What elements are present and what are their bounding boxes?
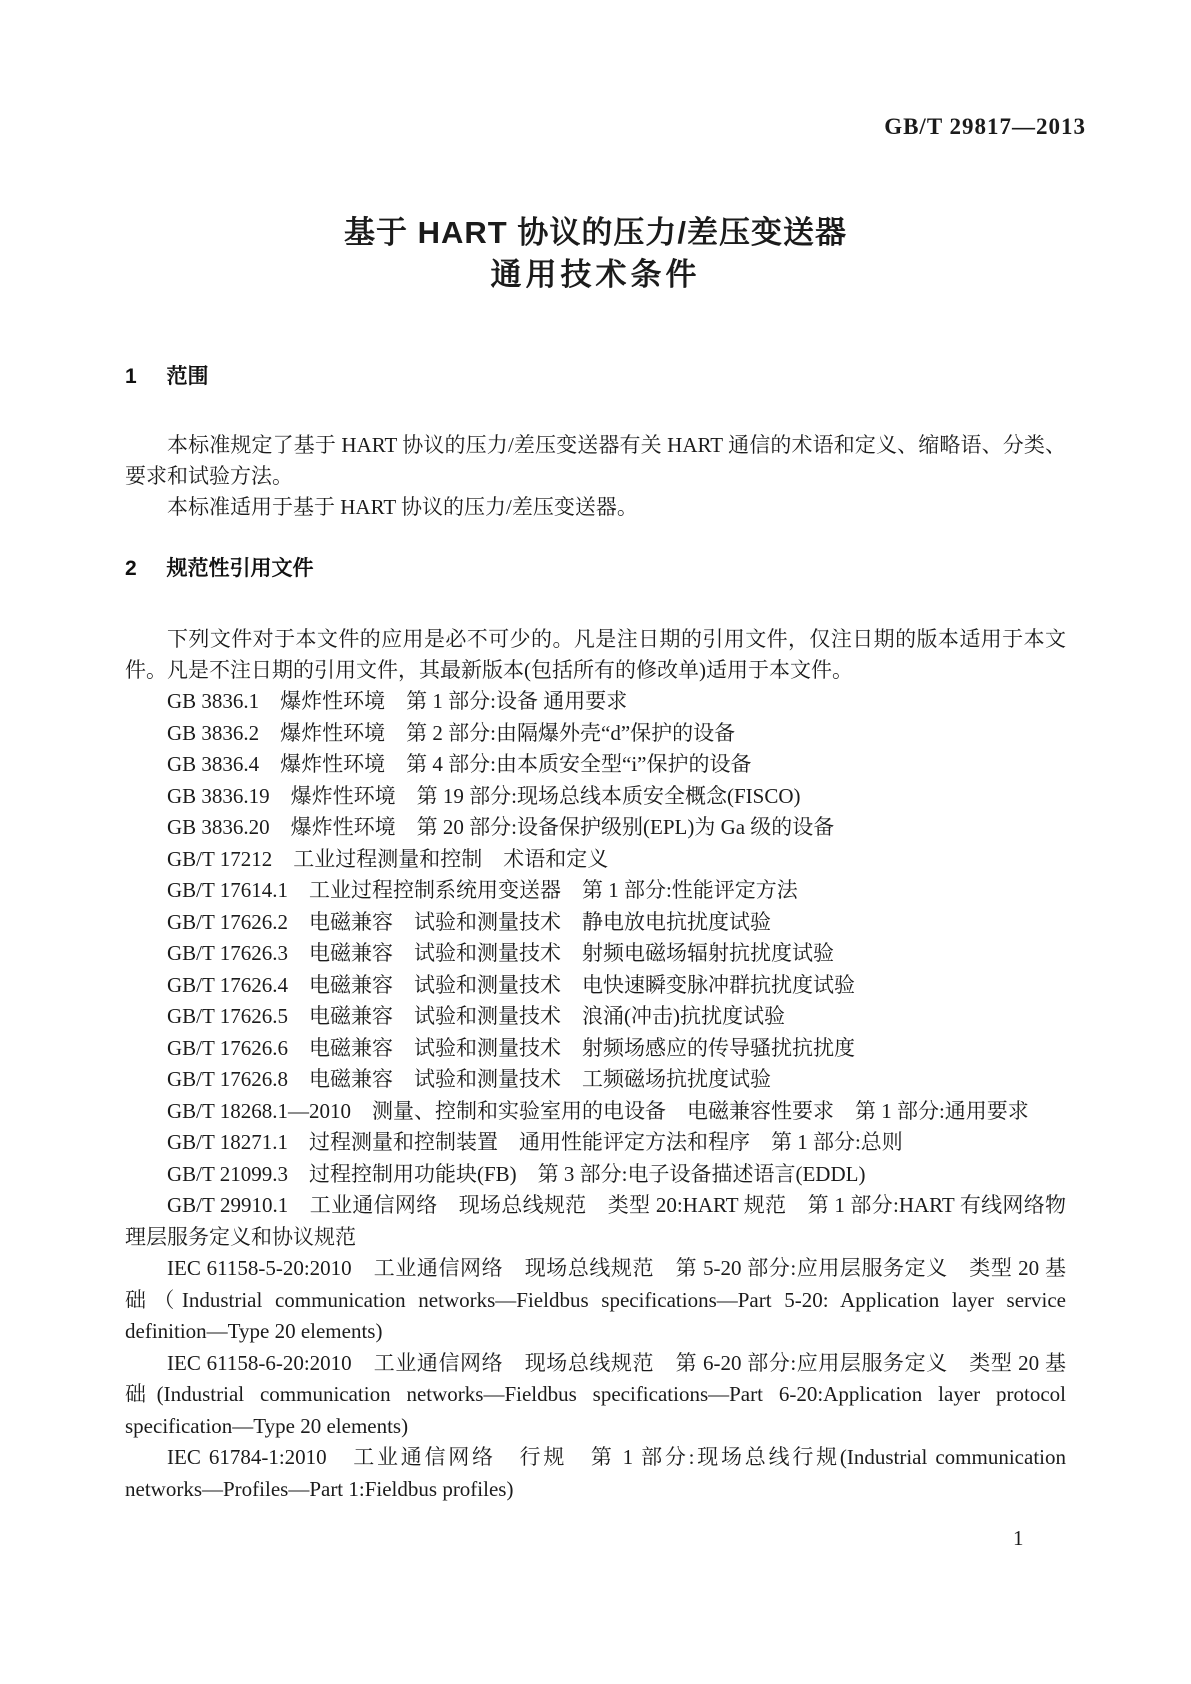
reference-item: GB/T 17626.6 电磁兼容 试验和测量技术 射频场感应的传导骚扰抗扰度 [167,1035,855,1060]
reference-item: GB/T 17626.8 电磁兼容 试验和测量技术 工频磁场抗扰度试验 [167,1067,771,1091]
reference-item: GB 3836.20 爆炸性环境 第 20 部分:设备保护级别(EPL)为 Ga 级的设备 [167,815,835,839]
reference-item: GB 3836.2 爆炸性环境 第 2 部分:由隔爆外壳“d”保护的设备 [167,720,736,745]
section-references-heading [125,556,1066,582]
references-intro-paragraph: 下列文件对于本文件的应用是必不可少的。凡是注日期的引用文件，仅注日期的版本适用于本文件。凡是不注日期的引用文件，其最新版本(包括所有的修改单)适用于本文件。 [125,627,1066,682]
reference-item: GB/T 17212 工业过程测量和控制 术语和定义 [167,846,609,871]
reference-item: GB/T 18268.1—2010 测量、控制和实验室用的电设备 电磁兼容性要求 第 1 部分:通用要求 [167,1098,1029,1123]
reference-item: GB 3836.1 爆炸性环境 第 1 部分:设备 通用要求 [167,689,628,713]
reference-item: GB/T 29910.1 工业通信网络 现场总线规范 类型 20:HART 规范 第 1 部分:HART 有线网络物理层服务定义和协议规范 [125,1193,1066,1249]
section-scope [125,364,1066,523]
reference-item: IEC 61784-1:2010 工业通信网络 行规 第 1 部分:现场总线行规(Industrial communication networks—Profiles—Part 1:Fieldbus profiles) [125,1445,1066,1501]
section-scope-title: 范围 [166,365,209,388]
reference-item: GB/T 17626.2 电磁兼容 试验和测量技术 静电放电抗扰度试验 [167,909,771,934]
document-title-line1: 基于 HART 协议的压力/差压变送器 [344,215,847,250]
reference-item: GB/T 17626.4 电磁兼容 试验和测量技术 电快速瞬变脉冲群抗扰度试验 [167,972,855,997]
scope-paragraph-1: 本标准规定了基于 HART 协议的压力/差压变送器有关 HART 通信的术语和定义、缩略语、分类、要求和试验方法。 [125,433,1066,488]
reference-item: GB 3836.4 爆炸性环境 第 4 部分:由本质安全型“i”保护的设备 [167,752,752,776]
reference-item: IEC 61158-6-20:2010 工业通信网络 现场总线规范 第 6-20 部分:应用层服务定义 类型 20 基础(Industrial communication networks—Fieldbus specifications—Part 6-20:Application layer protocol specification—Type 20 elements) [125,1350,1066,1438]
document-title-line2: 通用技术条件 [490,257,701,292]
reference-item: GB/T 17614.1 工业过程控制系统用变送器 第 1 部分:性能评定方法 [167,878,798,902]
section-scope-heading [125,364,1066,390]
reference-item: GB/T 21099.3 过程控制用功能块(FB) 第 3 部分:电子设备描述语言(EDDL) [167,1161,866,1186]
reference-item: GB/T 18271.1 过程测量和控制装置 通用性能评定方法和程序 第 1 部分:总则 [167,1130,903,1154]
document-title [0,212,1191,296]
section-scope-number: 1 [125,365,137,388]
standard-number: GB/T 29817—2013 [884,114,1086,139]
reference-item: GB/T 17626.5 电磁兼容 试验和测量技术 浪涌(冲击)抗扰度试验 [167,1004,785,1028]
reference-item: IEC 61158-5-20:2010 工业通信网络 现场总线规范 第 5-20 部分:应用层服务定义 类型 20 基础（Industrial communication networks—Fieldbus specifications—Part 5-20: Application layer service definition—Type 20 elements) [125,1256,1066,1343]
section-references-title: 规范性引用文件 [166,557,314,580]
page-number: 1 [1013,1526,1024,1550]
section-references-number: 2 [125,557,137,580]
scope-paragraph-2: 本标准适用于基于 HART 协议的压力/差压变送器。 [167,495,638,519]
reference-item: GB/T 17626.3 电磁兼容 试验和测量技术 射频电磁场辐射抗扰度试验 [167,941,834,965]
section-normative-references [125,556,1066,1505]
reference-item: GB 3836.19 爆炸性环境 第 19 部分:现场总线本质安全概念(FISCO) [167,783,801,808]
